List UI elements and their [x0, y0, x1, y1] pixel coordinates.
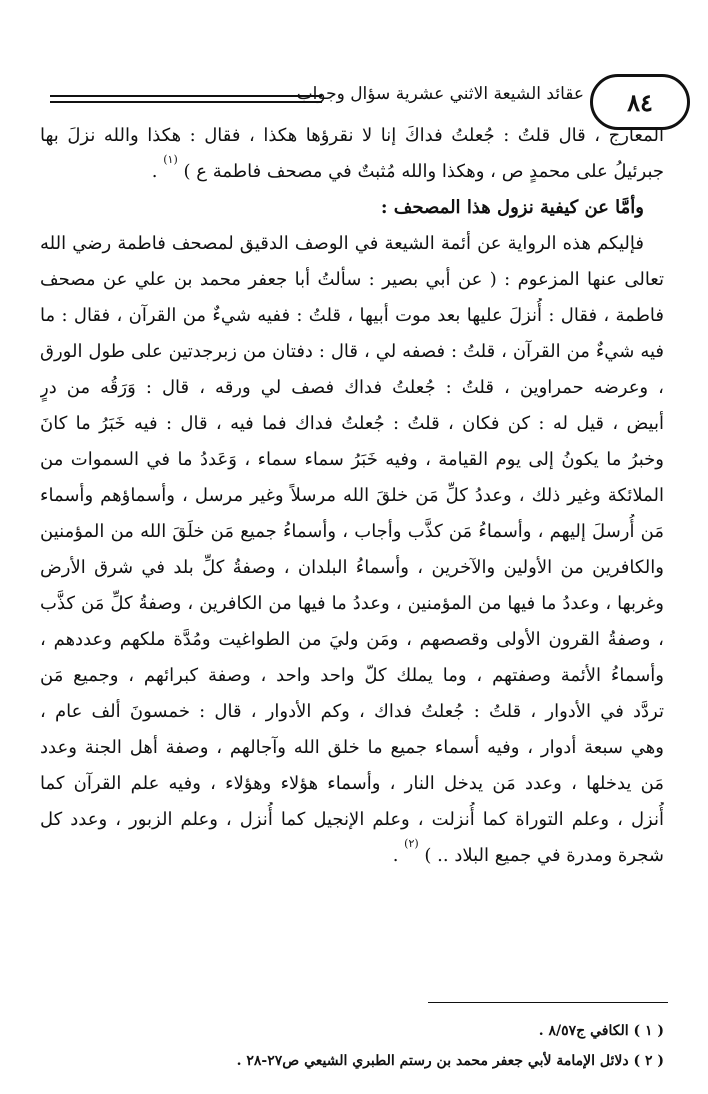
section-heading: وأمَّا عن كيفية نزول هذا المصحف : — [380, 197, 644, 218]
header-rule-bottom — [50, 101, 322, 103]
text-line: ، وصفةُ القرون الأولى وقصصهم ، ومَن وليَ من الطواغيت ومُدَّة ملكهم وعددهم ، — [40, 629, 664, 650]
text-line: فيه شيءٌ من القرآن ، قلتُ : فصفه لي ، قال : دفتان من زبرجدتين على طول الورق — [40, 341, 664, 362]
text-line: والكافرين من الأولين والآخرين ، وأسماءُ البلدان ، وصفةُ كلِّ بلد في شرق الأرض — [40, 557, 664, 578]
text-line: جبرئيلُ على محمدٍ ص ، وهكذا والله مُثبتٌ في مصحف فاطمة ع ) $^{(١)}$ . — [151, 154, 664, 182]
footnote-mark: (٢) — [404, 838, 419, 850]
text-line: وأسماءُ الأئمة وصفتهم ، وما يملك كلّ واحد واحد ، وصفة كبرائهم ، وجميع مَن — [40, 665, 664, 686]
footnote-separator — [428, 1002, 668, 1003]
text-line: المعارج ، قال قلتُ : جُعلتُ فداكَ إنا لا نقرؤها هكذا ، فقال : هكذا والله نزلَ بها — [40, 125, 664, 146]
text-line: أبيض ، قيل له : كن فكان ، قلتُ : جُعلتُ فداك فما فيه ، قال : فيه خَبَرُ ما كانَ — [40, 413, 664, 434]
text-line: مَن يدخلها ، وعدد مَن يدخل النار ، وأسماء هؤلاء وهؤلاء ، وفيه علم القرآن كما — [40, 773, 664, 794]
footnote-mark: (١) — [163, 154, 178, 166]
header-rule-top — [50, 95, 322, 97]
text-line: وهي سبعة أدوار ، وفيه أسماء جميع ما خلق الله وآجالهم ، وصفة أهل الجنة وعدد — [40, 737, 664, 758]
text-line: وغربها ، وعددُ ما فيها من المؤمنين ، وعددُ ما فيها من الكافرين ، وصفةُ كلِّ مَن كذَّب — [40, 593, 664, 614]
footnote-2: ( ٢ ) دلائل الإمامة لأبي جعفر محمد بن رستم الطبري الشيعي ص٢٧-٢٨ . — [236, 1053, 664, 1069]
text-line: أُنزل ، وعلم التوراة كما أُنزلت ، وعلم الإنجيل كما أُنزل ، وعلم الزبور ، وعدد كل — [40, 809, 664, 830]
text-line: ، وعرضه حمراوين ، قلتُ : جُعلتُ فداك فصف لي ورقه ، قال : وَرَقُه من درٍ — [40, 377, 664, 398]
text-line: وخبرُ ما يكونُ إلى يوم القيامة ، وفيه خَبَرُ سماء سماء ، وَعَددُ ما في السموات من — [40, 449, 664, 470]
book-title: عقائد الشيعة الاثني عشرية سؤال وجواب — [296, 84, 584, 104]
text-line: تعالى عنها المزعوم : ( عن أبي بصير : سألتُ أبا جعفر محمد بن علي عن مصحف — [40, 269, 664, 290]
footnotes — [40, 1016, 664, 1076]
text-line: شجرة ومدرة في جميع البلاد .. ) $^{(٢)}$ . — [392, 838, 664, 866]
text-line: مَن أُرسلَ إليهم ، وأسماءُ مَن كذَّب وأجاب ، وأسماءُ جميع مَن خلَقَ الله من المؤمنين — [40, 521, 664, 542]
page-number: ٨٤ — [627, 87, 653, 117]
text-line: فاطمة ، فقال : أُنزلَ عليها بعد موت أبيها ، قلتُ : ففيه شيءٌ من القرآن ، فقال : ما — [40, 305, 664, 326]
body-text — [40, 118, 664, 874]
text-line: تردَّد في الأدوار ، قلتُ : جُعلتُ فداك ، وكم الأدوار ، قال : خمسونَ ألف عام ، — [40, 701, 664, 722]
text-line: الملائكة وغير ذلك ، وعددُ كلِّ مَن خلقَ الله مرسلاً وغير مرسل ، وأسماؤهم وأسماء — [40, 485, 664, 506]
footnote-1: ( ١ ) الكافي ج٨/٥٧ . — [538, 1023, 664, 1039]
text-line: فإليكم هذه الرواية عن أئمة الشيعة في الوصف الدقيق لمصحف فاطمة رضي الله — [40, 233, 644, 254]
